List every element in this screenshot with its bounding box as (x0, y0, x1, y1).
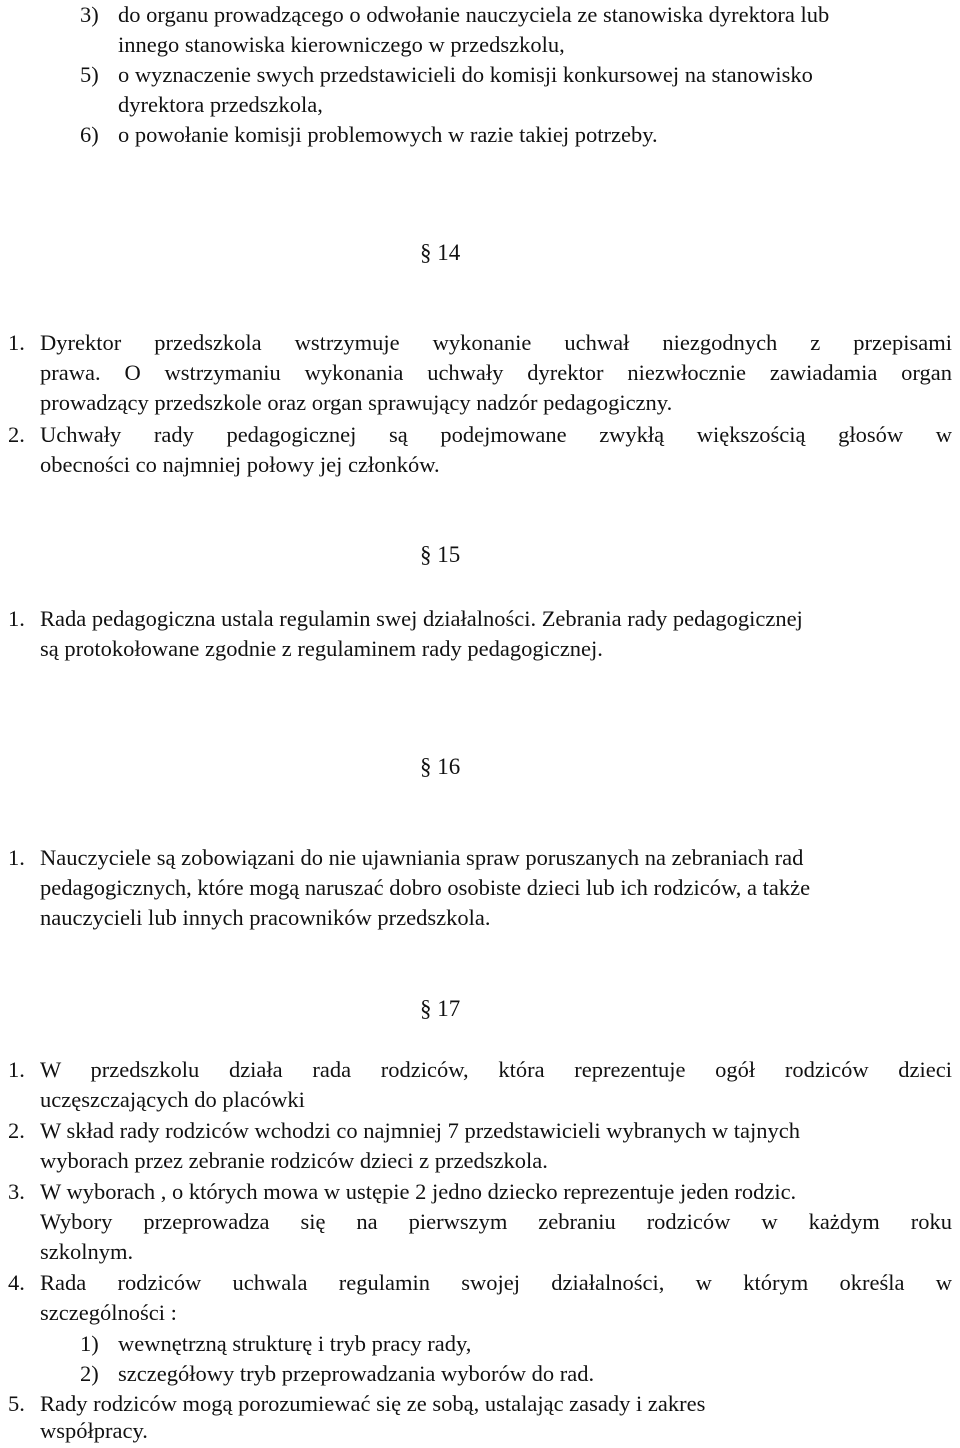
item-number: 1) (80, 1331, 99, 1356)
item-text-line: W skład rady rodziców wchodzi co najmniej 7 przedstawicieli wybranych w tajnych (40, 1118, 800, 1143)
item-text-line: W wyborach , o których mowa w ustępie 2 jedno dziecko reprezentuje jeden rodzic. (40, 1179, 797, 1204)
item-text-line: uczęszczających do placówki (40, 1087, 305, 1112)
item-text-line: W przedszkolu działa rada rodziców, która reprezentuje ogół rodziców dzieci (40, 1057, 952, 1082)
item-text-line: Dyrektor przedszkola wstrzymuje wykonanie uchwał niezgodnych z przepisami (40, 330, 952, 355)
item-text-line: o wyznaczenie swych przedstawicieli do komisji konkursowej na stanowisko (118, 62, 813, 87)
item-number: 3) (80, 2, 99, 27)
item-number: 4. (8, 1270, 25, 1295)
item-text-line: o powołanie komisji problemowych w razie takiej potrzeby. (118, 122, 658, 147)
item-number: 6) (80, 122, 99, 147)
item-text-line: obecności co najmniej połowy jej członków. (40, 452, 440, 477)
item-text-line: szczególności : (40, 1300, 177, 1325)
item-text-line: Rada pedagogiczna ustala regulamin swej działalności. Zebrania rady pedagogicznej (40, 606, 803, 631)
item-text-line: współpracy. (40, 1418, 148, 1443)
item-text-line: nauczycieli lub innych pracowników przedszkola. (40, 905, 491, 930)
item-text-line: Wybory przeprowadza się na pierwszym zebraniu rodziców w każdym roku (40, 1209, 952, 1234)
item-text-line: do organu prowadzącego o odwołanie nauczyciela ze stanowiska dyrektora lub (118, 2, 830, 27)
item-number: 1. (8, 1057, 25, 1082)
section-heading-15: § 15 (420, 542, 461, 567)
item-number: 5) (80, 62, 99, 87)
item-text-line: szczegółowy tryb przeprowadzania wyborów do rad. (118, 1361, 595, 1386)
section-heading-17: § 17 (420, 996, 461, 1021)
item-number: 2) (80, 1361, 99, 1386)
item-number: 1. (8, 606, 25, 631)
item-text-line: są protokołowane zgodnie z regulaminem rady pedagogicznej. (40, 636, 603, 661)
item-text-line: innego stanowiska kierowniczego w przedszkolu, (118, 32, 565, 57)
item-text-line: Rada rodziców uchwala regulamin swojej działalności, w którym określa w (40, 1270, 952, 1295)
item-text-line: wewnętrzną strukturę i tryb pracy rady, (118, 1331, 472, 1356)
item-text-line: Rady rodziców mogą porozumiewać się ze sobą, ustalając zasady i zakres (40, 1391, 706, 1416)
item-number: 2. (8, 1118, 25, 1143)
item-text-line: szkolnym. (40, 1239, 134, 1264)
item-number: 2. (8, 422, 25, 447)
item-text-line: prowadzący przedszkole oraz organ sprawujący nadzór pedagogiczny. (40, 390, 673, 415)
item-number: 1. (8, 845, 25, 870)
item-text-line: pedagogicznych, które mogą naruszać dobro osobiste dzieci lub ich rodziców, a także (40, 875, 811, 900)
section-heading-16: § 16 (420, 754, 461, 779)
item-text-line: dyrektora przedszkola, (118, 92, 323, 117)
item-number: 1. (8, 330, 25, 355)
item-text-line: Uchwały rady pedagogicznej są podejmowane zwykłą większością głosów w (40, 422, 952, 447)
item-text-line: Nauczyciele są zobowiązani do nie ujawniania spraw poruszanych na zebraniach rad (40, 845, 804, 870)
item-text-line: prawa. O wstrzymaniu wykonania uchwały dyrektor niezwłocznie zawiadamia organ (40, 360, 952, 385)
item-number: 5. (8, 1391, 25, 1416)
item-number: 3. (8, 1179, 25, 1204)
section-heading-14: § 14 (420, 240, 461, 265)
item-text-line: wyborach przez zebranie rodziców dzieci z przedszkola. (40, 1148, 548, 1173)
